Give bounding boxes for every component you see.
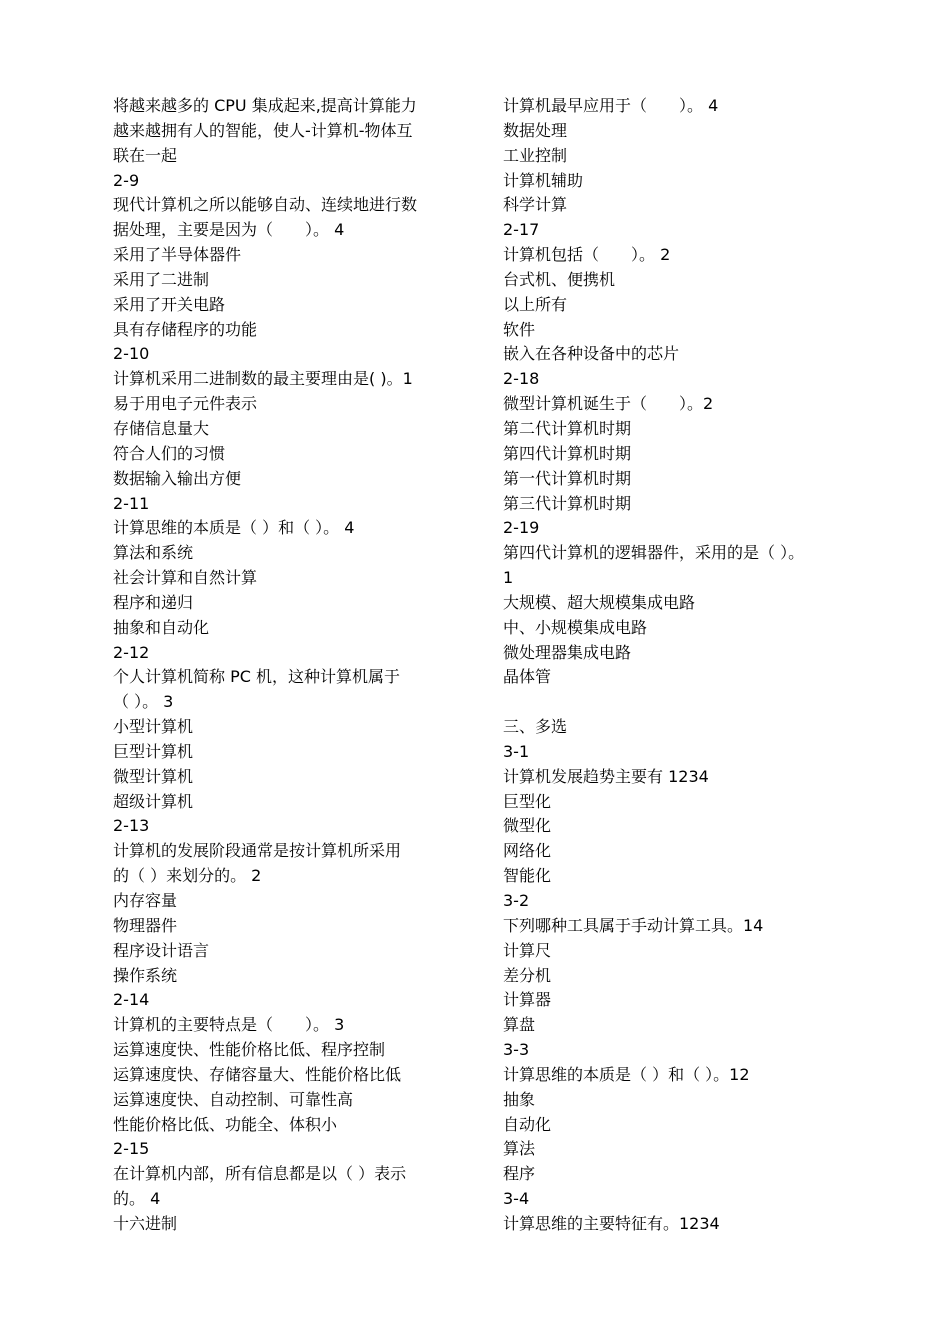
left-text-line: 联在一起 [113,145,178,165]
left-text-line: 采用了半导体器件 [113,245,242,265]
left-text-line: 计算思维的本质是（ ）和（ ）。 4 [113,518,355,538]
left-text-line: 2-14 [113,990,150,1010]
left-text-line: 的。 4 [113,1189,161,1209]
right-text-line: 数据处理 [503,120,568,140]
left-text-line: 符合人们的习惯 [113,443,226,463]
left-text-line: 运算速度快、自动控制、可靠性高 [113,1089,354,1109]
left-text-line: 运算速度快、存储容量大、性能价格比低 [113,1064,402,1084]
right-text-line: 2-18 [503,369,540,389]
left-text-line: 内存容量 [113,891,178,910]
left-text-line: 程序和递归 [113,592,194,612]
right-text-line: 计算机包括（ ）。 2 [503,245,671,265]
left-text-line: 操作系统 [113,965,178,985]
left-text-line: 现代计算机之所以能够自动、连续地进行数 [113,195,418,215]
left-text-line: 2-13 [113,816,150,836]
left-text-line: 个人计算机简称 PC 机，这种计算机属于 [113,667,400,687]
right-text-line: 自动化 [503,1114,552,1134]
right-text-line: 差分机 [503,965,552,985]
right-text-line: 台式机、便携机 [503,269,616,289]
left-text-line: 小型计算机 [113,717,194,737]
left-text-line: 十六进制 [113,1213,178,1233]
left-text-line: 性能价格比低、功能全、体积小 [113,1114,338,1134]
right-text-line: 嵌入在各种设备中的芯片 [503,344,680,364]
right-text-line: 3-2 [503,891,530,910]
left-text-line: 2-10 [113,344,150,364]
right-text-line: 第四代计算机的逻辑器件，采用的是（ ）。 [503,543,805,563]
right-text-line: 下列哪种工具属于手动计算工具。14 [503,915,764,935]
left-text-line: 采用了二进制 [113,269,210,289]
left-column [113,94,458,1237]
left-text-line: 存储信息量大 [113,418,210,438]
right-text-line: 程序 [503,1164,536,1184]
left-text-line: 抽象和自动化 [113,617,210,637]
right-text-line: 3-4 [503,1189,530,1209]
left-text-line: 在计算机内部，所有信息都是以（ ）表示 [113,1164,407,1184]
right-text-line: 三、多选 [503,717,568,737]
left-text-line: 越来越拥有人的智能，使人-计算机-物体互 [113,120,413,140]
left-text-line: 巨型计算机 [113,741,194,761]
right-text-line: 巨型化 [503,791,552,811]
right-text-line: 计算尺 [503,940,552,960]
left-text-line: 2-11 [113,493,150,513]
right-text-line: 微处理器集成电路 [503,642,632,662]
right-text-line [503,690,848,715]
right-text-line: 1 [503,568,514,588]
right-text-line: 科学计算 [503,195,568,215]
right-text-line: 算盘 [503,1015,536,1035]
left-text-line: 数据输入输出方便 [113,468,242,488]
right-text-line: 抽象 [503,1089,536,1109]
left-text-line: 计算机的主要特点是（ ）。 3 [113,1015,345,1035]
right-text-line: 计算思维的主要特征有。1234 [503,1213,720,1233]
right-text-line: 微型计算机诞生于（ ）。2 [503,394,714,414]
left-text-line: 计算机的发展阶段通常是按计算机所采用 [113,841,402,861]
left-text-line: 微型计算机 [113,766,194,786]
left-text-line: 物理器件 [113,915,178,935]
right-text-line: 工业控制 [503,145,568,165]
left-text-line: 的（ ）来划分的。 2 [113,866,262,886]
left-text-line: 易于用电子元件表示 [113,394,258,414]
right-text-line: 计算思维的本质是（ ）和（ ）。12 [503,1064,750,1084]
right-text-line: 软件 [503,319,536,339]
right-text-line: 以上所有 [503,294,568,314]
right-text-line: 2-17 [503,220,540,240]
left-text-line: 2-9 [113,170,140,190]
right-text-line: 计算机最早应用于（ ）。 4 [503,96,719,115]
right-text-line: 第四代计算机时期 [503,443,632,463]
left-text-line: 超级计算机 [113,791,194,811]
right-text-line: 网络化 [503,841,552,861]
left-text-line: 具有存储程序的功能 [113,319,258,339]
right-text-line: 计算器 [503,990,552,1010]
left-text-line: （ ）。 3 [113,692,174,712]
left-text-line: 2-12 [113,642,150,662]
left-text-line: 据处理，主要是因为（ ）。 4 [113,220,345,240]
left-text-line: 运算速度快、性能价格比低、程序控制 [113,1040,386,1060]
left-text-line: 将越来越多的 CPU 集成起来,提高计算能力 [113,96,417,115]
left-text-line: 2-15 [113,1139,150,1159]
right-text-line: 计算机辅助 [503,170,584,190]
left-text-line: 程序设计语言 [113,940,210,960]
right-text-line: 第二代计算机时期 [503,418,632,438]
right-text-line: 中、小规模集成电路 [503,617,648,637]
right-column [503,94,848,1237]
right-text-line: 大规模、超大规模集成电路 [503,592,696,612]
right-text-line: 3-3 [503,1040,530,1060]
left-text-line: 计算机采用二进制数的最主要理由是( )。1 [113,369,413,389]
left-text-line: 采用了开关电路 [113,294,226,314]
right-text-line: 3-1 [503,741,530,761]
left-text-line: 社会计算和自然计算 [113,568,258,588]
right-text-line: 第一代计算机时期 [503,468,632,488]
right-text-line: 晶体管 [503,667,552,687]
right-text-line: 计算机发展趋势主要有 1234 [503,766,709,786]
right-text-line: 智能化 [503,866,552,886]
right-text-line: 2-19 [503,518,540,538]
left-text-line: 算法和系统 [113,543,194,563]
right-text-line: 第三代计算机时期 [503,493,632,513]
right-text-line: 微型化 [503,816,552,836]
right-text-line: 算法 [503,1139,536,1159]
